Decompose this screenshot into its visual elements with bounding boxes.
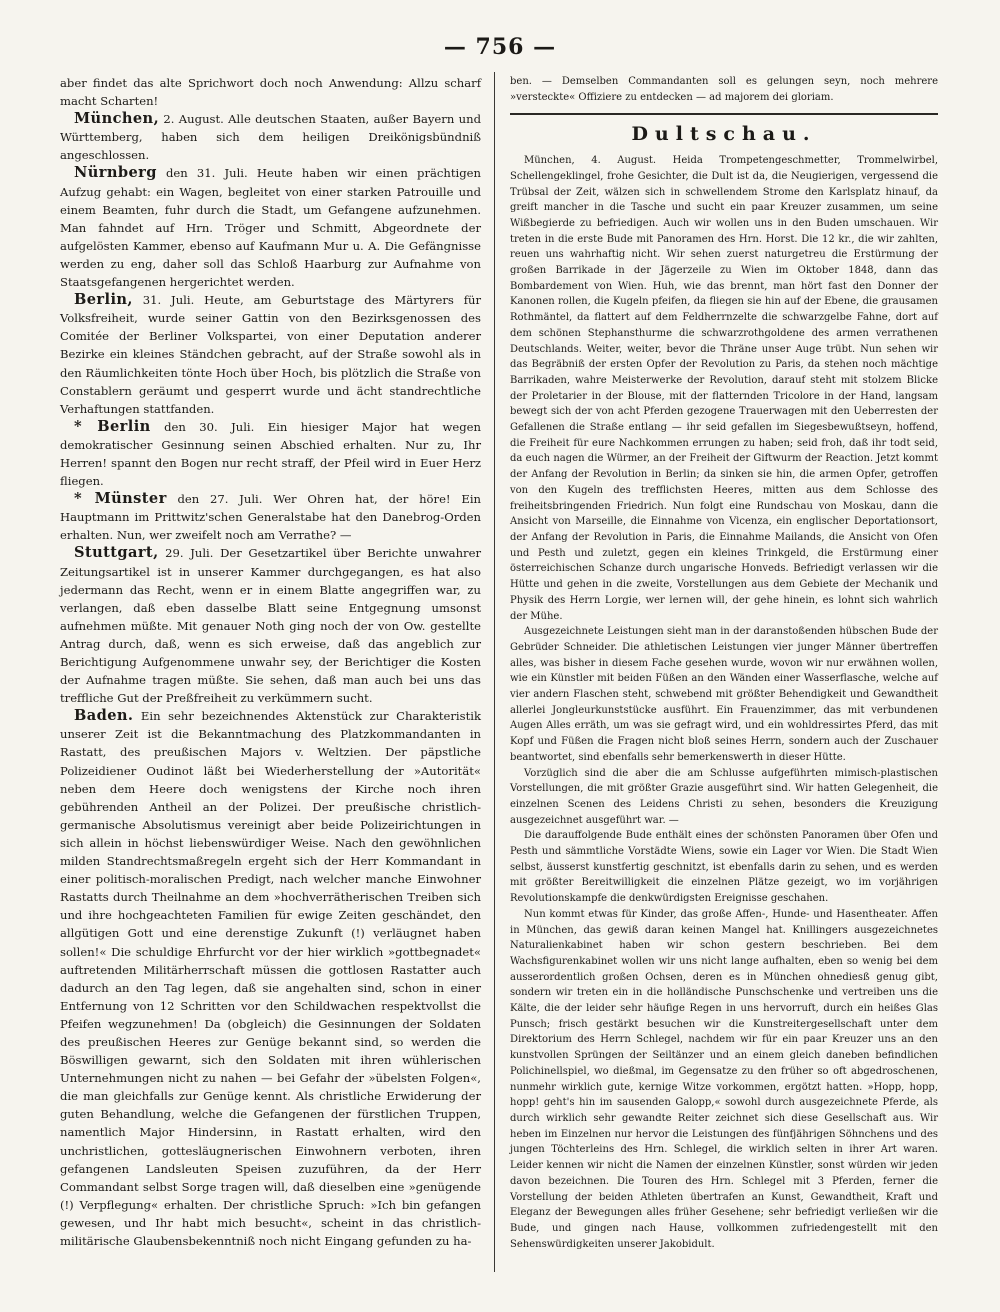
article-text: den 30. Juli. Ein hiesiger Major hat wegen demokratischer Gesinnung seinen Abschied erhalten. Nur zu, Ihr Herren! spannt den Bogen nur recht straff, der Pfeil wird in Euer Herz fliegen. xyxy=(60,419,482,489)
dateline-place: Berlin, xyxy=(74,291,133,309)
article-continuation: aber findet das alte Sprichwort doch noch Anwendung: Allzu scharf macht Scharten! xyxy=(60,76,481,109)
article-stuttgart xyxy=(60,544,481,707)
page-number: — 756 — xyxy=(443,34,557,60)
article-text: 2. August. Alle deutschen Staaten, außer Bayern und Württemberg, haben sich dem heiligen Dreikönigsbündniß angeschlossen. xyxy=(60,112,481,163)
article-text: 31. Juli. Heute, am Geburtstage des Märtyrers für Volksfreiheit, wurde seiner Gattin von den Bezirksgenossen des Comitée der Berliner Volkspartei, von einer Deputation anderer Bezirke ein kleines Ständchen gebracht, auf der Straße sowohl als in den Räumlichkeiten tönte Hoch über Hoch, bis plötzlich die Straße von Constablern geräumt und gesperrt wurde und ächt standrechtliche Verhaftungen stattfanden. xyxy=(60,293,481,416)
article-muenster xyxy=(60,490,481,544)
article-berlin-1 xyxy=(60,291,481,418)
article-nuernberg xyxy=(60,164,481,291)
article-text: den 31. Juli. Heute haben wir einen prächtigen Aufzug gehabt: ein Wagen, begleitet von einer starken Patrouille und einem Beamten, fuhr durch die Stadt, um Gefangene aufzunehmen. Man fahndet auf Hrn. Tröger und Schmitt, Abgeordnete der aufgelösten Kammer, ebenso auf Kaufmann Mur u. A. Die Gefängnisse werden zu eng, daher soll das Schloß Haarburg zur Aufnahme von Staatsgefangenen hergerichtet werden. xyxy=(60,166,481,290)
right-column xyxy=(510,74,938,1252)
dateline-place: Stuttgart, xyxy=(74,544,159,562)
dateline-place: Baden. xyxy=(74,707,134,725)
dult-paragraph: Die darauffolgende Bude enthält eines der schönsten Panoramen über Ofen und Pesth und sämmtliche Vorstädte Wiens, sowie ein Lager vor Wien. Die Stadt Wien selbst, äusserst kunstfertig geschnitzt, ist ebenfalls darin zu sehen, und es werden mit größter Bereitwilligkeit die einzelnen Plätze gezeigt, wo im vorjährigen Revolutionskampfe die denkwürdigsten Ereignisse geschahen. xyxy=(510,830,938,905)
section-title: Dultschau. xyxy=(631,123,817,146)
article-baden xyxy=(60,707,481,1250)
dult-paragraph: Vorzüglich sind die aber die am Schlusse aufgeführten mimisch-plastischen Vorstellungen, die mit größter Grazie ausgeführt sind. Wir hatten Gelegenheit, die einzelnen Scenen des Leidens Christi zu sehen, besonders die Kreuzigung ausgezeichnet ausgeführt war. — xyxy=(510,767,938,826)
article-continuation: ben. — Demselben Commandanten soll es gelungen seyn, noch mehrere »versteckte« Offiziere zu entdecken — ad majorem dei gloriam. xyxy=(510,76,938,103)
section-rule xyxy=(510,113,938,115)
left-column xyxy=(60,74,481,1250)
dateline-place: Nürnberg xyxy=(74,164,157,182)
dult-paragraph: München, 4. August. Heida Trompetengeschmetter, Trommelwirbel, Schellengeklingel, frohe Gesichter, die Dult ist da, die Neugierigen, vergessend die Trübsal der Zeit, wälzen sich in schwellendem Strome den Karlsplatz hinauf, da greift mancher in die Tasche und sucht ein paar Kreuzer zusammen, um seine Wißbegierde zu befriedigen. Auch wir wollen uns in den Buden umschauen. Wir treten in die erste Bude mit Panoramen des Hrn. Horst. Die 12 kr., die wir zahlten, reuen uns wahrhaftig nicht. Wir sehen zuerst naturgetreu die Erstürmung der großen Barrikade in der Jägerzeile zu Wien im Oktober 1848, dann das Bombardement von Wien. Huh, wie das brennt, man hört fast den Donner der Kanonen rollen, die Kugeln pfeifen, da fliegen sie hin auf der Ebene, die grausamen Rothmäntel, da flattert auf dem Feldherrnzelte die schwarzgelbe Fahne, dort auf dem schönen Stephansthurme die schwarzrothgoldene des armen verrathenen Deutschlands. Weiter, weiter, bevor die Thräne unser Auge trübt. Nun sehen wir das Begräbniß der ersten Opfer der Revolution zu Paris, da stehen noch mächtige Barrikaden, wahre Meisterwerke der Revolution, darauf steht mit stolzem Blicke der Proletarier in der Blouse, mit der flatternden Tricolore in der Hand, langsam bewegt sich der von acht Pferden gezogene Trauerwagen mit den Ueberresten der Gefallenen die Straße entlang — ihr seid gefallen im Siegesbewußtseyn, hoffend, die Freiheit für eure Nachkommen errungen zu haben; seid froh, daß ihr todt seid, da euch nagen die Würmer, an der Freiheit der Giftwurm der Reaction. Jetzt kommt der Anfang der Revolution in Berlin; da sinken sie hin, die armen Opfer, getroffen von den Kugeln des trefflichsten Heeres, mitten aus dem Schlosse des freiheitsbringenden Friedrich. Nun folgt eine Rundschau von Moskau, dann die Ansicht von Marseille, die Einnahme von Vicenza, ein englischer Deportationsort, der Anfang der Revolution in Paris, die Einnahme Mailands, die Ansicht von Ofen und Pesth und zuletzt, gegen ein kleines Trinkgeld, die Erstürmung einer österreichischen Schanze durch ungarische Honveds. Befriedigt verlassen wir die Hütte und gehen in die zweite, Vorstellungen aus dem Gebiete der Mechanik und Physik des Herrn Lorgie, wer lernen will, der gehe hinein, es lohnt sich wahrlich der Mühe. xyxy=(510,155,938,622)
column-divider xyxy=(494,72,495,1272)
dateline-place: * Münster xyxy=(74,490,167,508)
article-muenchen xyxy=(60,110,481,164)
dateline-place: München, xyxy=(74,110,160,128)
article-text: 29. Juli. Der Gesetzartikel über Berichte unwahrer Zeitungsartikel ist in unserer Kammer durchgegangen, es hat also jedermann das Recht, wenn er in einem Blatte angegriffen war, zu verlangen, daß eben dasselbe Blatt seine Entgegnung umsonst aufnehmen müßte. Mit genauer Noth ging noch der von Ow. gestellte Antrag durch, daß, wenn es sich erweise, daß das angeblich zur Berichtigung Aufgenommene unwahr sey, der Berichtiger die Kosten der Aufnahme tragen müßte. Sie sehen, daß man auch bei uns das treffliche Gut der Preßfreiheit zu verkümmern sucht. xyxy=(60,546,481,706)
dult-paragraph: Ausgezeichnete Leistungen sieht man in der daranstoßenden hübschen Bude der Gebrüder Schneider. Die athletischen Leistungen vier junger Männer übertreffen alles, was bisher in diesem Fache gesehen wurde, wovon wir nur erwähnen wollen, wie ein Künstler mit beiden Füßen an den Wänden einer Wasserflasche, welche auf vier andern Flaschen steht, schwebend mit größter Behendigkeit und Gewandtheit allerlei Jongleurkunststücke ausführt. Ein Frauenzimmer, das mit verbundenen Augen Alles erräth, um was sie gefragt wird, und ein wohldressirtes Pferd, das mit Kopf und Füßen die Fragen nicht bloß seines Herrn, sondern auch der Zuschauer beantwortet, sind ebenfalls sehr bemerkenswerth in dieser Hütte. xyxy=(510,626,938,763)
article-berlin-2 xyxy=(60,418,481,490)
dult-paragraph: Nun kommt etwas für Kinder, das große Affen-, Hunde- und Hasentheater. Affen in München, das gewiß daran keinen Mangel hat. Knillingers ausgezeichnetes Naturalienkabinet haben wir schon gestern beschrieben. Bei dem Wachsfigurenkabinet wollen wir uns nicht lange aufhalten, eben so wenig bei dem ausserordentlich großen Ochsen, deren es in München ohnediesß genug gibt, sondern wir treten ein in die holländische Punschschenke und vertreiben uns die Kälte, die der leider sehr häufige Regen in uns hervorruft, durch ein heißes Glas Punsch; frisch gestärkt besuchen wir die Kunstreitergesellschaft unter dem Direktorium des Herrn Schlegel, nachdem wir für ein paar Kreuzer uns an den kunstvollen Sprüngen der Seiltänzer und an einem gleich daneben befindlichen Polichinellspiel, wo dießmal, im Gegensatze zu den früher so oft abgedroschenen, nunmehr wirklich gute, kernige Witze vorkommen, ergötzt hatten. »Hopp, hopp, hopp! geht's hin im sausenden Galopp,« sowohl durch ausgezeichnete Pferde, als durch wirklich sehr gewandte Reiter zeichnet sich diese Gesellschaft aus. Wir heben im Einzelnen nur hervor die Leistungen des fünfjährigen Söhnchens und des jungen Töchterleins des Hrn. Schlegel, die wirklich selten in ihrer Art waren. Leider kennen wir nicht die Namen der einzelnen Künstler, sonst würden wir jeden davon bezeichnen. Die Touren des Hrn. Schlegel mit 3 Pferden, ferner die Vorstellung der beiden Athleten übertrafen an Kunst, Gewandtheit, Kraft und Eleganz der Bewegungen alles früher Gesehene; sehr befriedigt verließen wir die Bude, und gingen nach Hause, vollkommen zufriedengestellt mit den Sehenswürdigkeiten unserer Jakobidult. xyxy=(510,908,938,1250)
article-text: den 27. Juli. Wer Ohren hat, der höre! Ein Hauptmann im Prittwitz'schen Generalstabe hat den Danebrog-Orden erhalten. Nun, wer zweifelt noch am Verrathe? — xyxy=(60,492,482,543)
dateline-place: * Berlin xyxy=(74,417,151,435)
article-text: Ein sehr bezeichnendes Aktenstück zur Charakteristik unserer Zeit ist die Bekanntmachung des Platzkommandanten in Rastatt, des preußischen Majors v. Weltzien. Der päpstliche Polizeidiener Oudinot läßt bei Wiederherstellung der »Autorität« neben dem Heere doch wenigstens der Kirche noch ihren gebührenden Antheil an der Polizei. Der preußische christlich-germanische Absolutismus vereinigt aber beide Polizeirichtungen in sich allein in höchst liebenswürdiger Weise. Nach den gewöhnlichen milden Standrechtsmaßregeln ergeht sich der Herr Kommandant in einer politisch-moralischen Predigt, nach welcher manche Einwohner Rastatts durch Theilnahme an dem »hochverrätherischen Treiben sich und ihre hochgeachteten Familien für ewige Zeiten geschändet, den allgütigen Gott und eine derenstige Zukunft (!) verläugnet haben sollen!« Die schuldige Ehrfurcht vor der hier wirklich »gottbegnadet« auftretenden Militärherrschaft müssen die gottlosen Rastatter auch dadurch an den Tag legen, daß sie angehalten sind, schon in einer Entfernung von 12 Schritten vor den Schildwachen respektvollst die Pfeifen wegzunehmen! Da (obgleich) die Gesinnungen der Soldaten des preußischen Heeres zur Genüge bekannt sind, so werden die Böswilligen gewarnt, sich den Soldaten mit ihren wühlerischen Unternehmungen nicht zu nahen — bei Gefahr der »übelsten Folgen«, die man gleichfalls zur Genüge kennt. Als christliche Erwiderung der guten Behandlung, welche die Gefangenen der fürstlichen Truppen, namentlich Major Hindersinn, in Rastatt erhalten, wird den unchristlichen, gottesläugnerischen Einwohnern verboten, ihren gefangenen Landsleuten Speisen zuzuführen, da der Herr Commandant selbst Sorge tragen will, daß dieselben eine »genügende (!) Verpflegung« erhalten. Der christliche Spruch: »Ich bin gefangen gewesen, und Ihr habt mich besucht«, scheint in das christlich-militärische Glaubensbekenntniß noch nicht Eingang gefunden zu ha- xyxy=(60,709,481,1248)
